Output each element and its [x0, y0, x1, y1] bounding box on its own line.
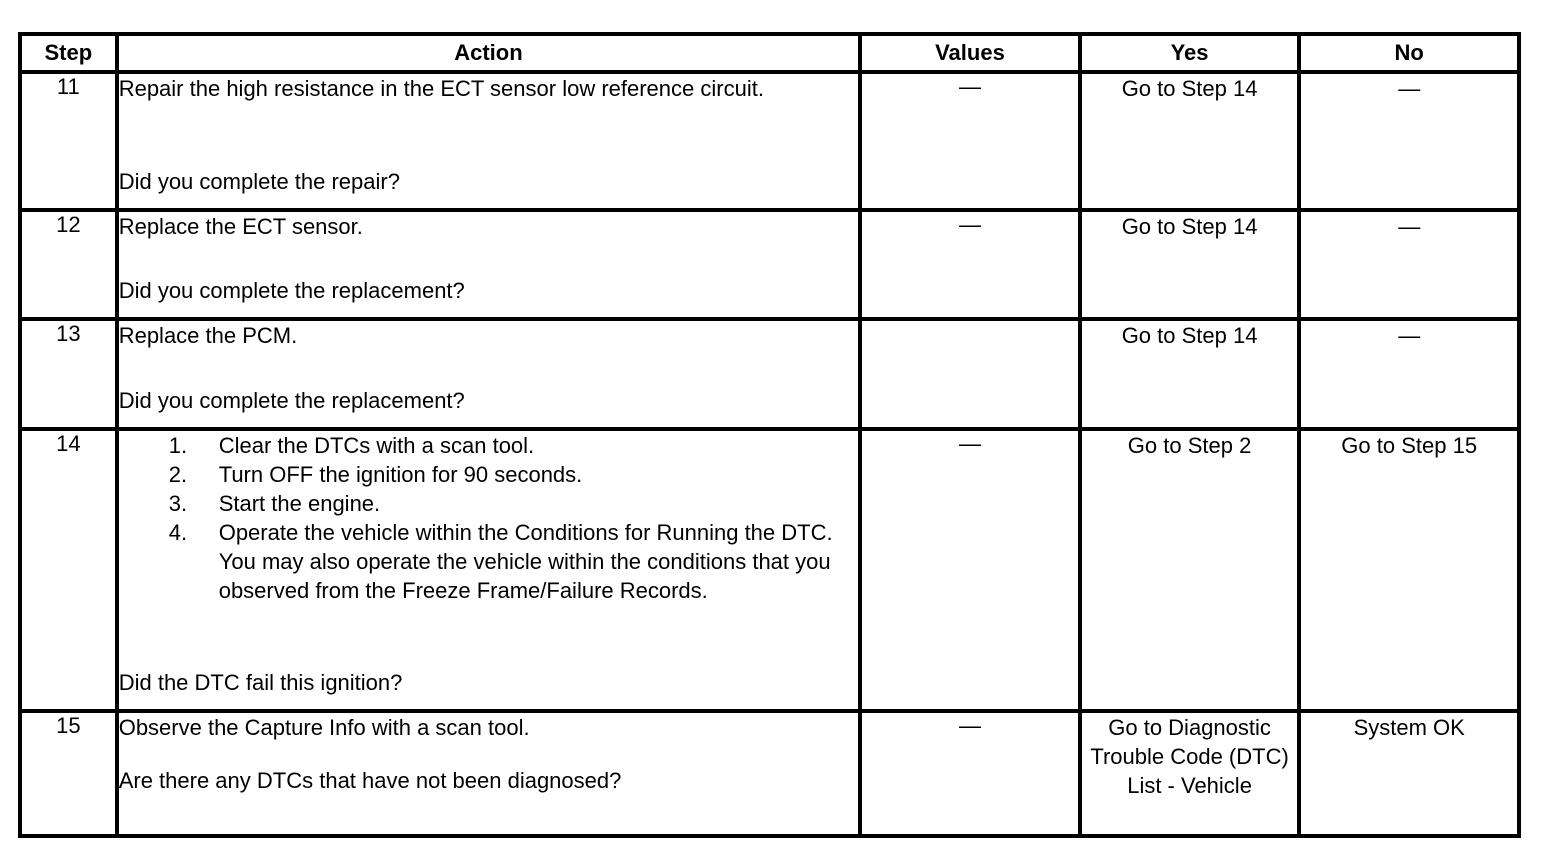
action-text: Repair the high resistance in the ECT sensor low reference circuit. [118, 76, 764, 101]
values-cell: — [860, 711, 1080, 836]
action-question: Are there any DTCs that have not been diagnosed? [118, 768, 622, 793]
action-cell [117, 319, 860, 429]
header-row [20, 34, 1519, 72]
header-step: Step [20, 34, 117, 72]
no-cell: System OK [1299, 711, 1519, 836]
yes-link[interactable]: Go to Step 14 [1080, 210, 1300, 319]
step-number: 11 [20, 72, 117, 210]
yes-link[interactable]: Go to Step 2 [1080, 429, 1300, 711]
header-no: No [1299, 34, 1519, 72]
yes-link[interactable]: Go to Step 14 [1080, 319, 1300, 429]
action-text: Replace the PCM. [118, 323, 298, 348]
procedure-list [119, 431, 858, 605]
action-question: Did you complete the replacement? [118, 278, 465, 303]
action-cell [117, 711, 860, 836]
no-cell: — [1299, 210, 1519, 319]
action-cell [117, 429, 860, 711]
values-cell: — [860, 429, 1080, 711]
table-row [20, 429, 1519, 711]
action-text: Replace the ECT sensor. [118, 214, 363, 239]
step-number: 15 [20, 711, 117, 836]
values-cell: — [860, 210, 1080, 319]
header-values: Values [860, 34, 1080, 72]
action-cell [117, 72, 860, 210]
values-cell: — [860, 72, 1080, 210]
list-item: 3. Start the engine. [168, 491, 381, 516]
yes-link[interactable]: Go to Diagnostic Trouble Code (DTC) List - Vehicle [1080, 711, 1300, 836]
action-question: Did the DTC fail this ignition? [118, 670, 403, 695]
no-cell: — [1299, 319, 1519, 429]
step-number: 14 [20, 429, 117, 711]
action-question: Did you complete the repair? [118, 169, 400, 194]
table-row [20, 210, 1519, 319]
action-cell [117, 210, 860, 319]
table-row [20, 72, 1519, 210]
no-link[interactable]: Go to Step 15 [1299, 429, 1519, 711]
yes-link[interactable]: Go to Step 14 [1080, 72, 1300, 210]
no-cell: — [1299, 72, 1519, 210]
diagnostic-table [18, 32, 1521, 838]
list-item: 4. Operate the vehicle within the Conditions for Running the DTC. You may also operate the vehicle within the conditions that you observed from the Freeze Frame/Failure Records. [168, 520, 833, 603]
values-cell [860, 319, 1080, 429]
header-action: Action [117, 34, 860, 72]
table-row [20, 319, 1519, 429]
action-question: Did you complete the replacement? [118, 388, 465, 413]
step-number: 12 [20, 210, 117, 319]
list-item: 1. Clear the DTCs with a scan tool. [168, 433, 535, 458]
list-item: 2. Turn OFF the ignition for 90 seconds. [168, 462, 583, 487]
step-number: 13 [20, 319, 117, 429]
table-row [20, 711, 1519, 836]
header-yes: Yes [1080, 34, 1300, 72]
action-text: Observe the Capture Info with a scan tool. [118, 715, 530, 740]
